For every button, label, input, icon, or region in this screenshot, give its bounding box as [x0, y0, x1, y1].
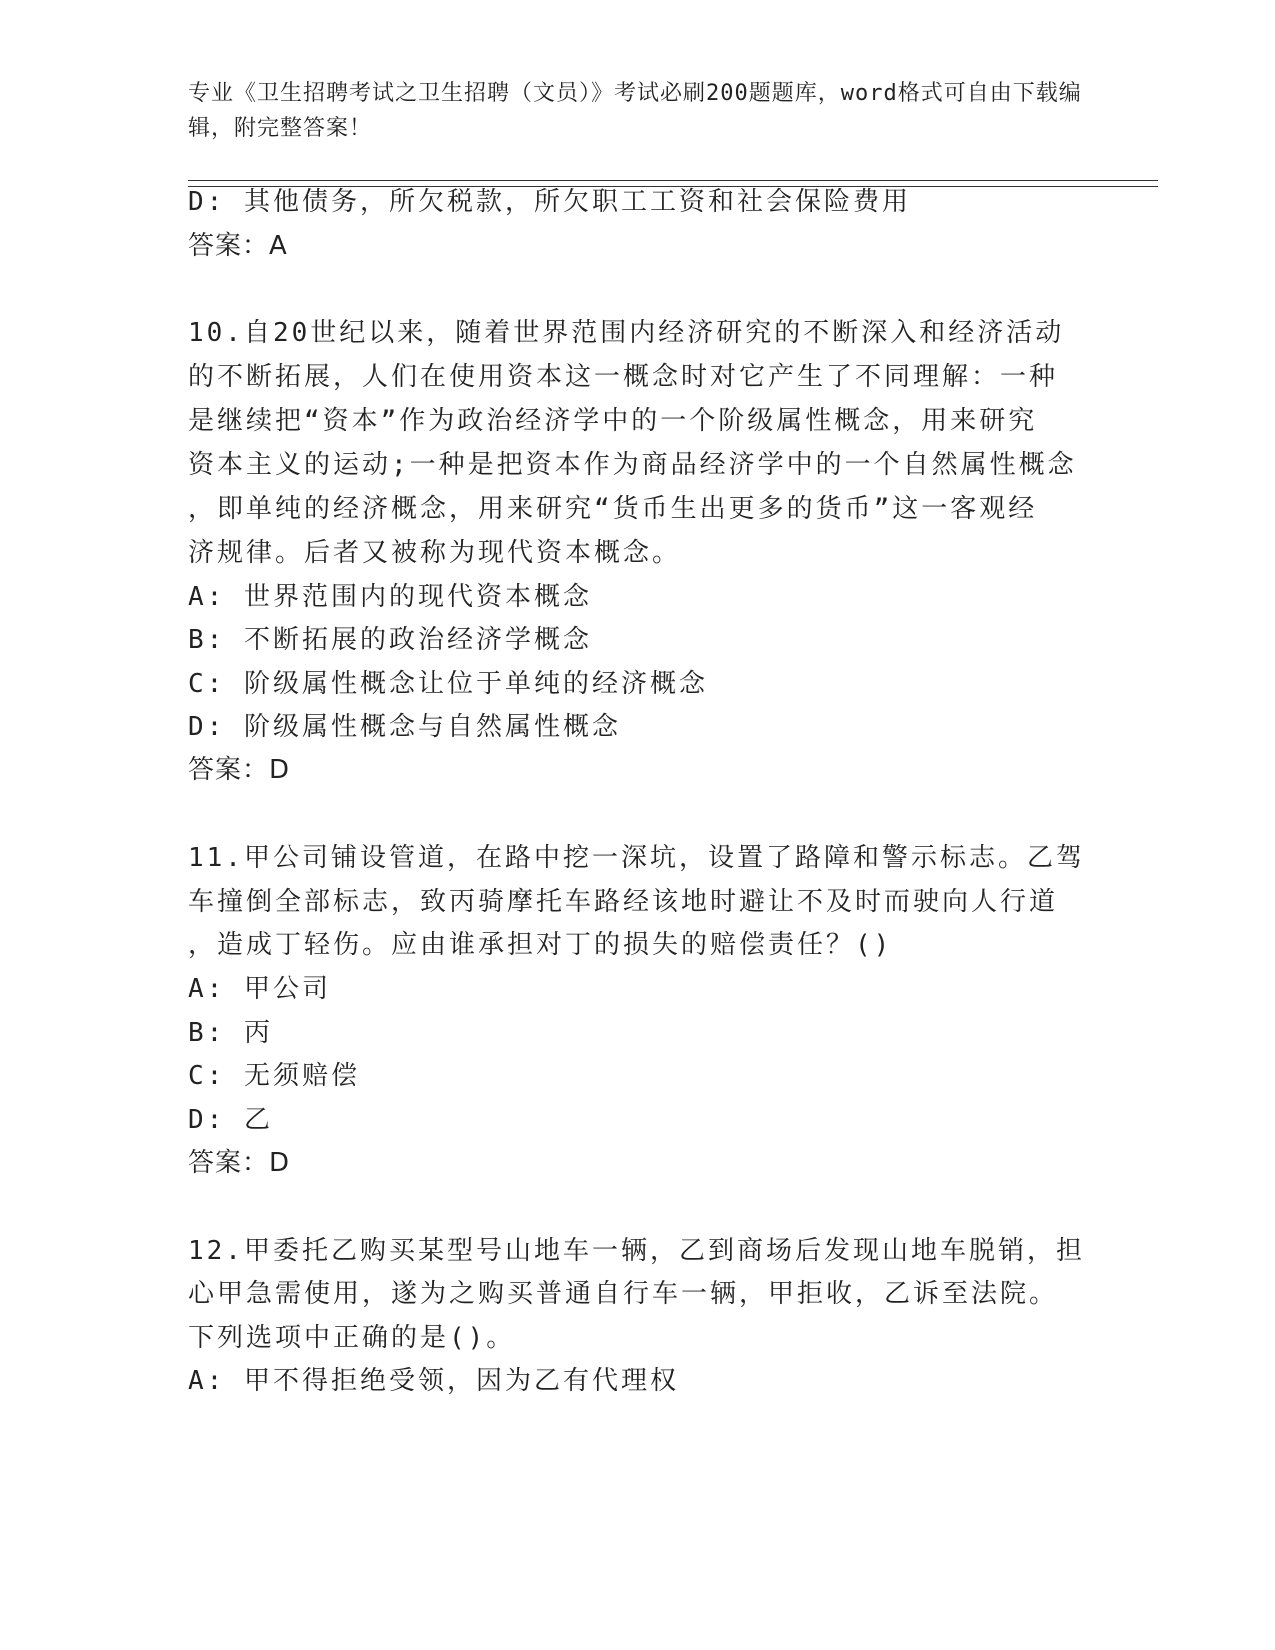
- question-11-option-b: B: 丙: [188, 1018, 273, 1048]
- question-10-line-4: 资本主义的运动;一种是把资本作为商品经济学中的一个自然属性概念: [188, 450, 1077, 480]
- question-11-line-2: 车撞倒全部标志，致丙骑摩托车路经该地时避让不及时而驶向人行道: [188, 887, 1059, 917]
- document-header: 专业《卫生招聘考试之卫生招聘（文员）》考试必刷200题题库，word格式可自由下载编辑，附完整答案！: [188, 81, 1082, 141]
- question-12-option-a: A: 甲不得拒绝受领，因为乙有代理权: [188, 1366, 679, 1396]
- question-10-answer: 答案：D: [188, 755, 291, 785]
- header-divider-top: [188, 180, 1158, 181]
- question-11-option-d: D: 乙: [188, 1105, 273, 1135]
- question-10-line-6: 济规律。后者又被称为现代资本概念。: [188, 538, 682, 568]
- question-10-line-3: 是继续把“资本”作为政治经济学中的一个阶级属性概念，用来研究: [188, 406, 1038, 436]
- question-11-answer: 答案：D: [188, 1148, 291, 1178]
- question-10-option-a: A: 世界范围内的现代资本概念: [188, 582, 592, 612]
- question-12-line-3: 下列选项中正确的是()。: [188, 1323, 516, 1353]
- question-10-option-c: C: 阶级属性概念让位于单纯的经济概念: [188, 669, 708, 699]
- question-11-option-c: C: 无须赔偿: [188, 1061, 360, 1091]
- option-d: D: 其他债务，所欠税款，所欠职工工资和社会保险费用: [188, 187, 911, 217]
- question-10-option-d: D: 阶级属性概念与自然属性概念: [188, 712, 621, 742]
- question-10-line-2: 的不断拓展，人们在使用资本这一概念时对它产生了不同理解：一种: [188, 362, 1059, 392]
- question-11-option-a: A: 甲公司: [188, 974, 331, 1004]
- question-10-line-5: ，即单纯的经济概念，用来研究“货币生出更多的货币”这一客观经: [188, 494, 1038, 524]
- question-10-line-1: 10.自20世纪以来，随着世界范围内经济研究的不断深入和经济活动: [188, 318, 1065, 348]
- question-11-line-1: 11.甲公司铺设管道，在路中挖一深坑，设置了路障和警示标志。乙驾: [188, 843, 1085, 873]
- answer: 答案：A: [188, 231, 288, 261]
- question-12-line-2: 心甲急需使用，遂为之购买普通自行车一辆，甲拒收，乙诉至法院。: [188, 1279, 1059, 1309]
- question-12-line-1: 12.甲委托乙购买某型号山地车一辆，乙到商场后发现山地车脱销，担: [188, 1236, 1085, 1266]
- question-11-line-3: ，造成丁轻伤。应由谁承担对丁的损失的赔偿责任？(): [188, 930, 893, 960]
- question-10-option-b: B: 不断拓展的政治经济学概念: [188, 625, 592, 655]
